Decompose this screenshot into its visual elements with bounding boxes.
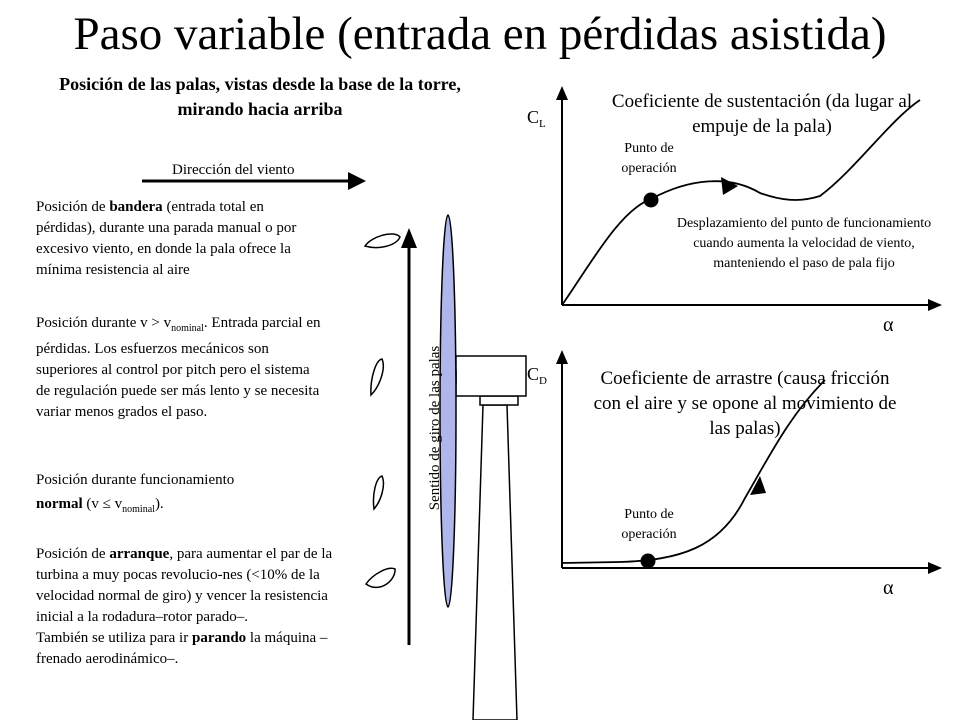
shift-arrow-marker <box>721 177 738 195</box>
keyword-bandera: bandera <box>109 199 163 215</box>
blade-profile-partial-stall <box>371 359 383 395</box>
blade-profile-start <box>366 568 395 587</box>
rotation-direction-label: Sentido de giro de las palas <box>427 345 443 511</box>
drag-operating-point <box>641 554 656 569</box>
lift-chart-title: Coeficiente de sustentación (da lugar al empuje de la pala) <box>611 91 913 137</box>
text-fragment: . Entrada parcial en pérdidas. Los esfuerzos mecánicos son superiores al control por pitch pero el sistema de regulación puede ser más lento y se necesita variar menos grados el paso. <box>36 315 321 420</box>
keyword-arranque: arranque <box>109 546 170 562</box>
wind-turbine <box>440 215 526 720</box>
lift-operating-point-label: Punto de operación <box>621 141 677 176</box>
text-fragment: , para aumentar el par de la turbina a muy pocas revolucio-nes (<10% de la velocidad normal de giro) y vencer la resistencia inicial a la rodadura–rotor parado–. <box>36 546 333 625</box>
subscript-nominal: nominal <box>122 504 155 515</box>
keyword-normal: normal <box>36 496 83 512</box>
lift-operating-point <box>644 193 659 208</box>
drag-y-axis-label: $C_D$ <box>527 364 547 387</box>
drag-x-axis-label: α <box>883 577 894 599</box>
text-fragment: (v ≤ v <box>82 496 123 512</box>
drag-chart-title: Coeficiente de arrastre (causa fricción con el aire y se opone al movimiento de las palas) <box>593 368 897 439</box>
subscript-nominal: nominal <box>171 323 204 334</box>
text-fragment: También se utiliza para ir <box>36 630 192 646</box>
text-line: Posición durante funcionamiento <box>36 472 235 488</box>
position-start-text <box>36 544 336 670</box>
shift-note: Desplazamiento del punto de funcionamiento cuando aumenta la velocidad de viento, manteniendo el paso de pala fijo <box>676 216 932 271</box>
text-fragment: (entrada total en pérdidas), durante una parada manual o por excesivo viento, en donde la pala ofrece la mínima resistencia al aire <box>36 199 297 278</box>
text-fragment: Posición durante v > v <box>36 315 172 331</box>
text-fragment: Posición de <box>36 199 110 215</box>
text-fragment: Posición de <box>36 546 110 562</box>
wind-arrow <box>142 172 366 190</box>
text-fragment: la máquina –frenado aerodinámico–. <box>36 630 328 667</box>
blade-profile-feather <box>365 234 400 248</box>
subtitle: Posición de las palas, vistas desde la base de la torre, mirando hacia arriba <box>59 74 461 119</box>
position-feather-text <box>36 197 306 281</box>
drag-operating-point-label: Punto de operación <box>621 507 677 542</box>
lift-y-axis-label: $C_L$ <box>527 107 546 130</box>
position-partial-stall-text <box>36 313 324 423</box>
text-fragment: ). <box>154 496 164 512</box>
wind-direction-label: Dirección del viento <box>172 162 295 178</box>
position-normal-text <box>36 470 326 520</box>
keyword-parando: parando <box>191 630 247 646</box>
lift-x-axis-label: α <box>883 314 894 336</box>
blade-profile-normal <box>373 476 383 509</box>
rotation-arrow <box>401 228 417 645</box>
page-title: Paso variable (entrada en pérdidas asistida) <box>73 8 887 60</box>
